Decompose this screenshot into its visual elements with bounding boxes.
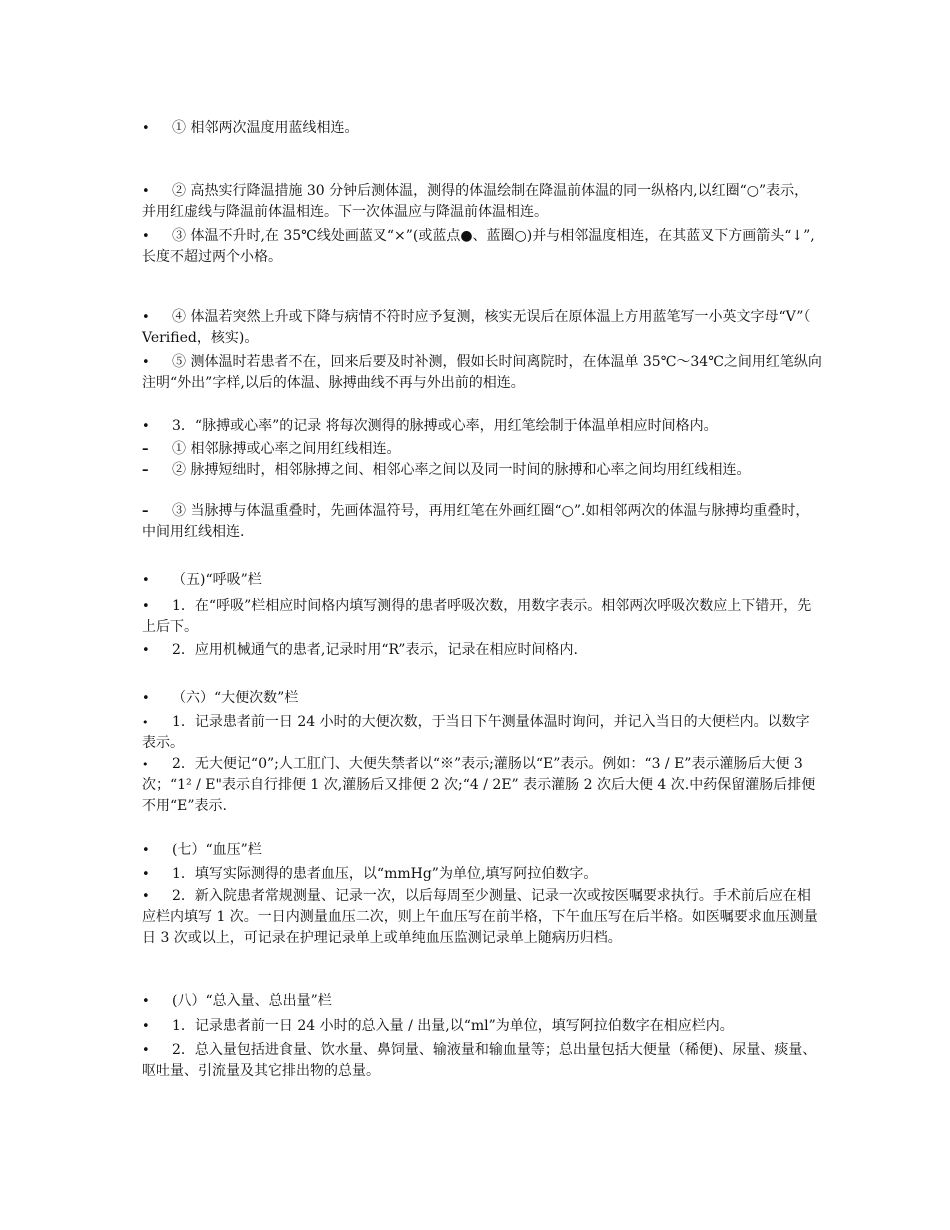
bullet-marker: • (142, 355, 150, 370)
bullet-marker: • (142, 229, 150, 244)
paragraph-text: ④ 体温若突然上升或下降与病情不符时应予复测，核实无误后在原体温上方用蓝笔写一小英文字母“V”（ Verified，核实)。 (142, 309, 811, 346)
section-heading: （五)“呼吸”栏 (172, 572, 262, 588)
paragraph-text: ② 脉搏短绌时，相邻脉搏之间、相邻心率之间以及同一时间的脉搏和心率之间均用红线相连。 (172, 462, 751, 478)
paragraph-text: ② 高热实行降温措施 30 分钟后测体温，测得的体温绘制在降温前体温的同一纵格内,以红圈“○”表示，并用红虚线与降温前体温相连。下一次体温应与降温前体温相连。 (142, 183, 809, 220)
paragraph-5 (142, 352, 822, 394)
bullet-marker: • (142, 643, 150, 658)
paragraph-text: 1．记录患者前一日 24 小时的大便次数，于当日下午测量体温时询问，并记入当日的大便栏内。以数字表示。 (142, 714, 810, 751)
paragraph-7 (142, 439, 822, 460)
paragraph-text: 2．新入院患者常规测量、记录一次，以后每周至少测量、记录一次或按医嘱要求执行。手术前后应在相应栏内填写 1 次。一日内测量血压二次，则上午血压写在前半格，下午血压写在后半格。如医嘱要求血压测量日 3 次或以上，可记录在护理记录单上或单纯血压监测记录单上随病历归档。 (142, 888, 818, 946)
paragraph-21 (142, 1040, 822, 1082)
paragraph-14 (142, 712, 822, 754)
paragraph-2 (142, 181, 822, 223)
paragraph-text: 2．总入量包括进食量、饮水量、鼻饲量、输液量和输血量等；总出量包括大便量（稀便)、尿量、痰量、呕吐量、引流量及其它排出物的总量。 (142, 1042, 817, 1079)
paragraph-text: 1．记录患者前一日 24 小时的总入量 / 出量,以“ml”为单位，填写阿拉伯数字在相应栏内。 (172, 1018, 734, 1034)
bullet-marker: • (142, 573, 150, 588)
paragraph-13 (142, 688, 822, 709)
paragraph-text: ① 相邻脉搏或心率之间用红线相连。 (172, 441, 401, 457)
paragraph-text: 1．填写实际测得的患者血压，以“mmHg”为单位,填写阿拉伯数字。 (172, 866, 598, 882)
paragraph-text: 1．在“呼吸”栏相应时间格内填写测得的患者呼吸次数，用数字表示。相邻两次呼吸次数应上下错开，先上后下。 (142, 598, 812, 635)
bullet-marker: • (142, 867, 150, 882)
bullet-marker: • (142, 184, 150, 199)
bullet-marker: • (142, 889, 150, 904)
bullet-marker: • (142, 310, 150, 325)
bullet-marker: • (142, 419, 150, 434)
paragraph-9 (142, 501, 822, 543)
section-heading: (八）“总入量、总出量”栏 (172, 993, 332, 1009)
paragraph-8 (142, 460, 822, 481)
paragraph-15 (142, 754, 822, 817)
paragraph-18 (142, 886, 822, 949)
paragraph-text: ⑤ 测体温时若患者不在，回来后要及时补测，假如长时间离院时，在体温单 35℃～34℃之间用红笔纵向注明“外出”字样,以后的体温、脉搏曲线不再与外出前的相连。 (142, 354, 822, 391)
paragraph-text: 2．应用机械通气的患者,记录时用“R”表示，记录在相应时间格内. (172, 642, 578, 658)
paragraph-text: 3．“脉搏或心率”的记录 将每次测得的脉搏或心率，用红笔绘制于体温单相应时间格内。 (172, 418, 718, 434)
bullet-marker: • (142, 994, 150, 1009)
section-heading: （六）“大便次数”栏 (172, 690, 299, 706)
dash-marker: – (142, 504, 149, 519)
bullet-marker: • (142, 758, 149, 771)
bullet-marker: • (142, 1019, 150, 1034)
paragraph-text: ① 相邻两次温度用蓝线相连。 (172, 120, 359, 136)
bullet-marker: • (142, 691, 150, 706)
paragraph-text: ③ 当脉搏与体温重叠时，先画体温符号，再用红笔在外画红圈“○”.如相邻两次的体温与脉搏均重叠时，中间用红线相连. (142, 503, 810, 540)
paragraph-12 (142, 640, 822, 661)
bullet-marker: • (142, 599, 150, 614)
paragraph-17 (142, 864, 822, 885)
bullet-marker: • (142, 843, 150, 858)
paragraph-3 (142, 226, 822, 268)
dash-marker: – (142, 463, 149, 478)
paragraph-11 (142, 596, 822, 638)
paragraph-text: 2．无大便记“0”;人工肛门、大便失禁者以“※”表示;灌肠以“E”表示。例如：“3 / E”表示灌肠后大便 3 次；“1² / E"表示自行排便 1 次,灌肠后又排便 2 次;“4 / 2E” 表示灌肠 2 次后大便 4 次.中药保留灌肠后排便不用“E”表示. (142, 756, 816, 814)
paragraph-1 (142, 118, 822, 139)
dash-marker: – (142, 442, 149, 457)
bullet-marker: • (142, 121, 150, 136)
paragraph-20 (142, 1016, 822, 1037)
paragraph-6 (142, 416, 822, 437)
paragraph-16 (142, 840, 822, 861)
paragraph-4 (142, 307, 822, 349)
paragraph-10 (142, 570, 822, 591)
section-heading: (七）“血压”栏 (172, 842, 262, 858)
bullet-marker: • (142, 1043, 150, 1058)
paragraph-text: ③ 体温不升时,在 35℃线处画蓝叉“×”(或蓝点●、蓝圈○)并与相邻温度相连，在其蓝叉下方画箭头“↓”,长度不超过两个小格。 (142, 228, 815, 265)
bullet-marker: • (142, 716, 149, 729)
paragraph-19 (142, 991, 822, 1012)
